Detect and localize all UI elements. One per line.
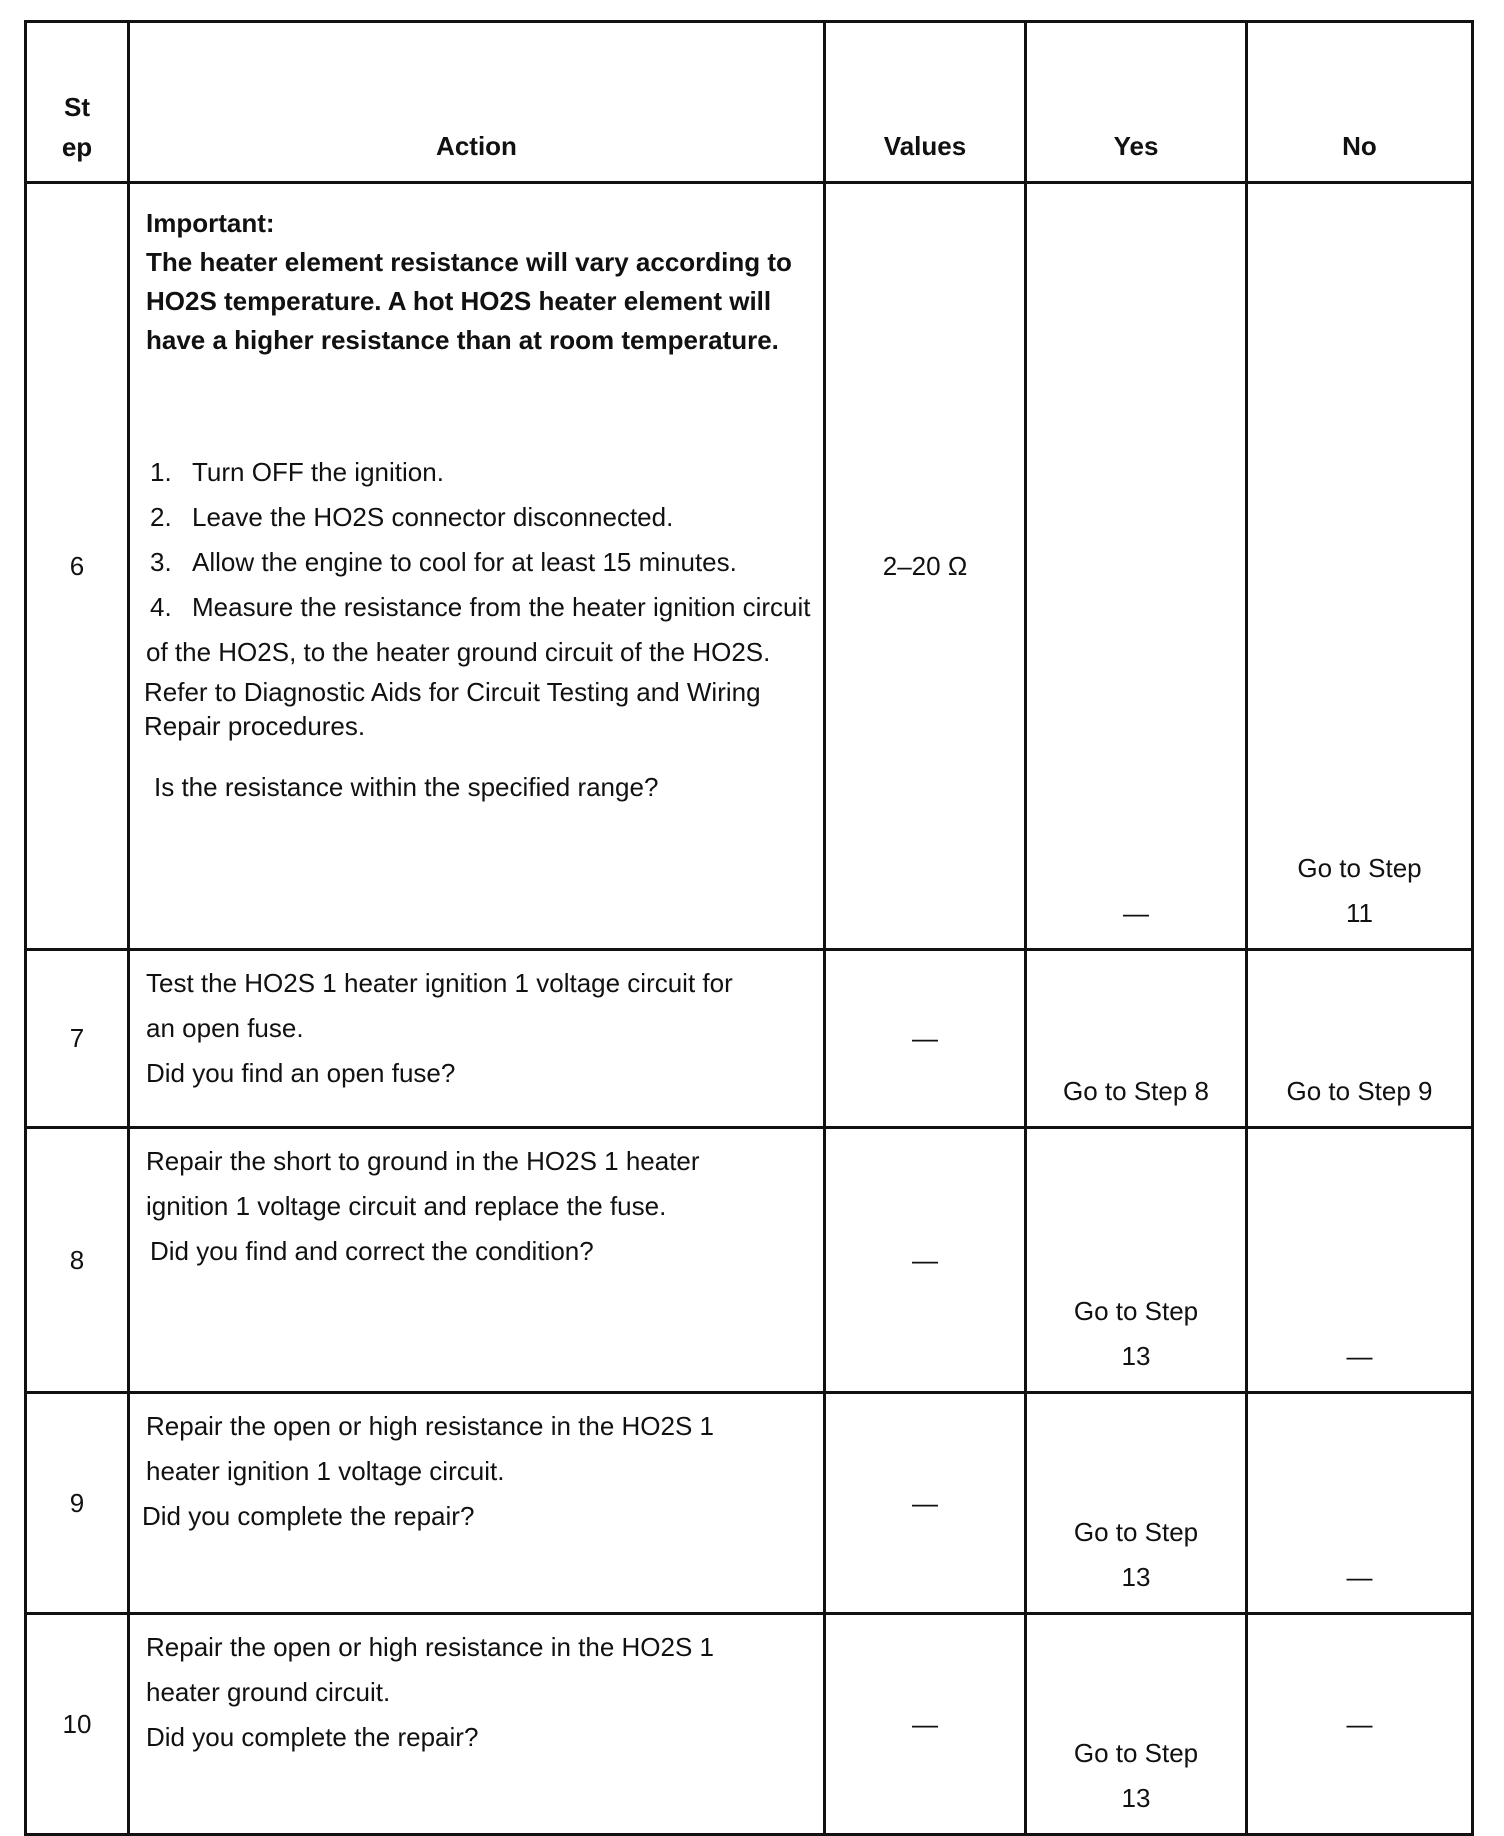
values-cell: — <box>825 1393 1026 1614</box>
important-note: Important: The heater element resistance will vary according to HO2S temperature. A hot HO2S heater element will have a higher resistance than at room temperature. <box>146 208 792 355</box>
question-text: Did you find and correct the condition? <box>150 1236 594 1266</box>
action-cell <box>129 183 825 950</box>
substep-list <box>146 450 815 675</box>
table-row <box>26 950 1473 1128</box>
action-text: Repair the open or high resistance in the HO2S 1 heater ground circuit. <box>146 1632 715 1707</box>
step-number: 7 <box>26 950 129 1128</box>
question-text: Did you complete the repair? <box>142 1501 475 1531</box>
step-number: 9 <box>26 1393 129 1614</box>
header-values: Values <box>825 22 1026 183</box>
yes-cell: — <box>1026 183 1247 950</box>
action-cell <box>129 1128 825 1393</box>
no-cell: Go to Step 11 <box>1247 183 1473 950</box>
reference-text: Refer to Diagnostic Aids for Circuit Testing and Wiring Repair procedures. <box>144 677 761 741</box>
table-row <box>26 1614 1473 1835</box>
action-text: Repair the short to ground in the HO2S 1 heater ignition 1 voltage circuit and replace the fuse. <box>146 1146 700 1221</box>
question-text: Did you complete the repair? <box>146 1722 479 1752</box>
list-item: 1. Turn OFF the ignition. <box>150 457 444 487</box>
table-row <box>26 1393 1473 1614</box>
header-step: St ep <box>26 22 129 183</box>
header-no: No <box>1247 22 1473 183</box>
step-number: 8 <box>26 1128 129 1393</box>
question-text: Did you find an open fuse? <box>146 1058 456 1088</box>
yes-cell: Go to Step 13 <box>1026 1393 1247 1614</box>
diagnostic-table <box>24 20 1474 1836</box>
header-yes: Yes <box>1026 22 1247 183</box>
action-text: Repair the open or high resistance in the HO2S 1 heater ignition 1 voltage circuit. <box>146 1411 715 1486</box>
action-cell <box>129 950 825 1128</box>
table-row <box>26 183 1473 950</box>
yes-cell: Go to Step 13 <box>1026 1614 1247 1835</box>
yes-cell: Go to Step 8 <box>1026 950 1247 1128</box>
action-cell <box>129 1393 825 1614</box>
step-number: 10 <box>26 1614 129 1835</box>
values-cell: — <box>825 1128 1026 1393</box>
list-item: 4. Measure the resistance from the heater ignition circuit of the HO2S, to the heater ground circuit of the HO2S. <box>146 592 811 667</box>
values-cell: — <box>825 950 1026 1128</box>
values-cell: 2–20 Ω <box>825 183 1026 950</box>
step-number: 6 <box>26 183 129 950</box>
no-cell: — <box>1247 1393 1473 1614</box>
table-row <box>26 1128 1473 1393</box>
no-cell: — <box>1247 1128 1473 1393</box>
header-action: Action <box>129 22 825 183</box>
action-text: Test the HO2S 1 heater ignition 1 voltage circuit for an open fuse. <box>146 968 733 1043</box>
list-item: 2. Leave the HO2S connector disconnected. <box>150 502 674 532</box>
no-cell: — <box>1247 1614 1473 1835</box>
header-row <box>26 22 1473 183</box>
yes-cell: Go to Step 13 <box>1026 1128 1247 1393</box>
question-text: Is the resistance within the specified range? <box>154 772 659 802</box>
values-cell: — <box>825 1614 1026 1835</box>
no-cell: Go to Step 9 <box>1247 950 1473 1128</box>
action-cell <box>129 1614 825 1835</box>
list-item: 3. Allow the engine to cool for at least 15 minutes. <box>150 547 737 577</box>
